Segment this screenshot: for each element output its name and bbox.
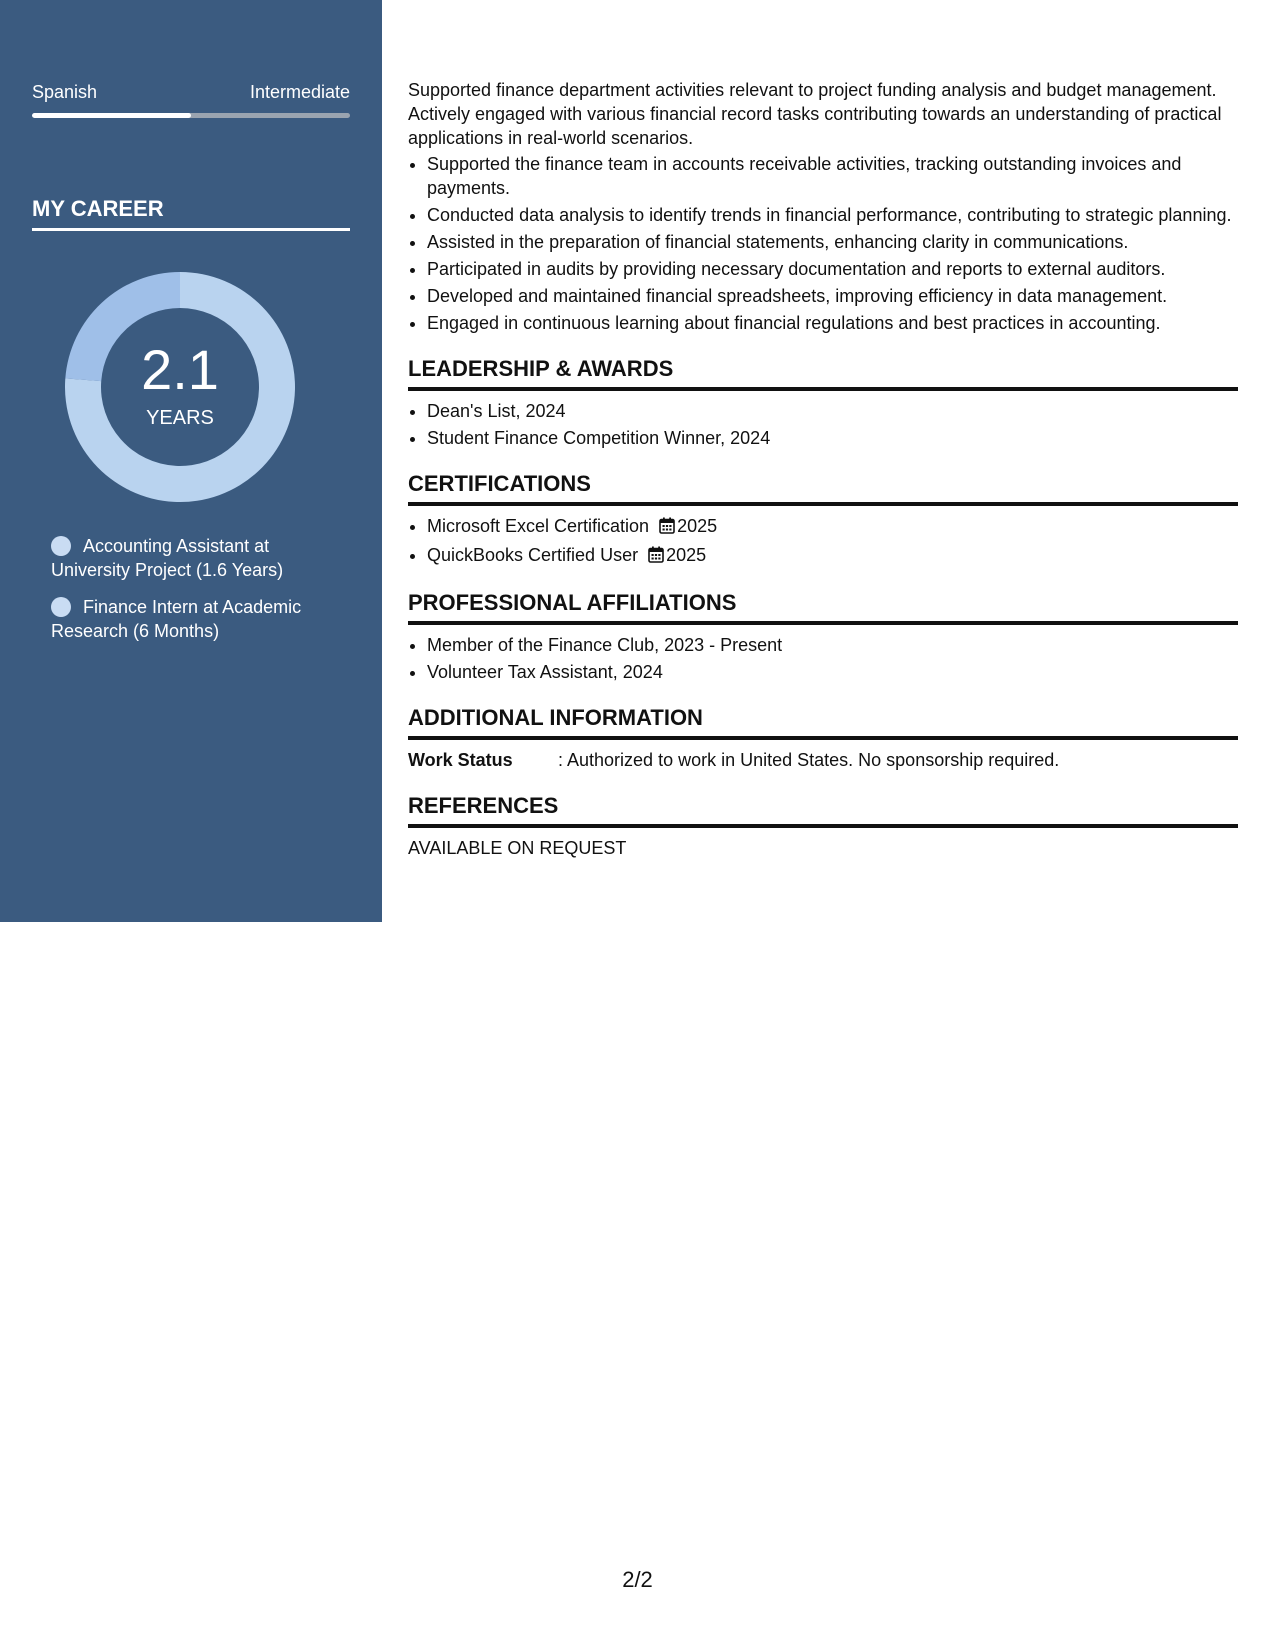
leadership-item: • Student Finance Competition Winner, 2024 xyxy=(427,426,1238,450)
sidebar xyxy=(0,0,382,922)
certifications-heading: CERTIFICATIONS xyxy=(408,470,1238,506)
main-content xyxy=(408,78,1238,860)
certification-year: 2025 xyxy=(666,545,707,565)
experience-bullets xyxy=(408,152,1238,335)
leadership-item: • Dean's List, 2024 xyxy=(427,399,1238,423)
experience-bullet: • Assisted in the preparation of financial statements, enhancing clarity in communications. xyxy=(427,230,1238,254)
leadership-list xyxy=(408,399,1238,450)
language-level: Intermediate xyxy=(249,82,350,102)
career-dot-icon xyxy=(51,597,71,617)
language-name: Spanish xyxy=(32,82,98,102)
career-item-label: Finance Intern at Academic Research (6 Months) xyxy=(51,597,302,641)
career-total-unit: YEARS xyxy=(146,407,214,429)
experience-bullet: • Developed and maintained financial spreadsheets, improving efficiency in data management. xyxy=(427,284,1238,308)
references-text: AVAILABLE ON REQUEST xyxy=(408,838,627,858)
career-donut-chart xyxy=(65,272,295,502)
experience-bullet: • Conducted data analysis to identify trends in financial performance, contributing to strategic planning. xyxy=(427,203,1238,227)
career-heading: MY CAREER xyxy=(32,196,350,231)
language-row xyxy=(32,82,350,103)
calendar-icon xyxy=(659,516,675,540)
career-total-value: 2.1 xyxy=(141,338,219,401)
references-heading: REFERENCES xyxy=(408,792,1238,828)
certification-year: 2025 xyxy=(677,516,718,536)
career-list xyxy=(51,534,341,656)
experience-bullet: • Participated in audits by providing necessary documentation and reports to external auditors. xyxy=(427,257,1238,281)
additional-info-heading: ADDITIONAL INFORMATION xyxy=(408,704,1238,740)
page-number: 2/2 xyxy=(622,1567,653,1592)
certification-name: Microsoft Excel Certification xyxy=(427,516,650,536)
leadership-heading: LEADERSHIP & AWARDS xyxy=(408,355,1238,391)
career-dot-icon xyxy=(51,536,71,556)
work-status-row xyxy=(408,748,1238,772)
experience-bullet: • Supported the finance team in accounts receivable activities, tracking outstanding invoices and payments. xyxy=(427,152,1238,200)
career-item xyxy=(51,595,341,643)
career-item xyxy=(51,534,341,582)
certification-item xyxy=(427,514,1238,540)
affiliation-item: • Member of the Finance Club, 2023 - Present xyxy=(427,633,1238,657)
experience-bullet: • Engaged in continuous learning about financial regulations and best practices in accounting. xyxy=(427,311,1238,335)
language-proficiency-fill xyxy=(32,113,191,118)
affiliation-item: • Volunteer Tax Assistant, 2024 xyxy=(427,660,1238,684)
calendar-icon xyxy=(648,545,664,569)
career-item-label: Accounting Assistant at University Project (1.6 Years) xyxy=(51,536,284,580)
certification-name: QuickBooks Certified User xyxy=(427,545,639,565)
certifications-list xyxy=(408,514,1238,569)
experience-summary: Supported finance department activities relevant to project funding analysis and budget management. Actively engaged with various financial record tasks contributing towards an understanding of practical applications in real-world scenarios. xyxy=(408,80,1222,148)
work-status-label: Work Status xyxy=(408,750,513,770)
language-proficiency-bar xyxy=(32,113,350,118)
work-status-value: : Authorized to work in United States. No sponsorship required. xyxy=(558,750,1060,770)
affiliations-list xyxy=(408,633,1238,684)
affiliations-heading: PROFESSIONAL AFFILIATIONS xyxy=(408,589,1238,625)
certification-item xyxy=(427,543,1238,569)
